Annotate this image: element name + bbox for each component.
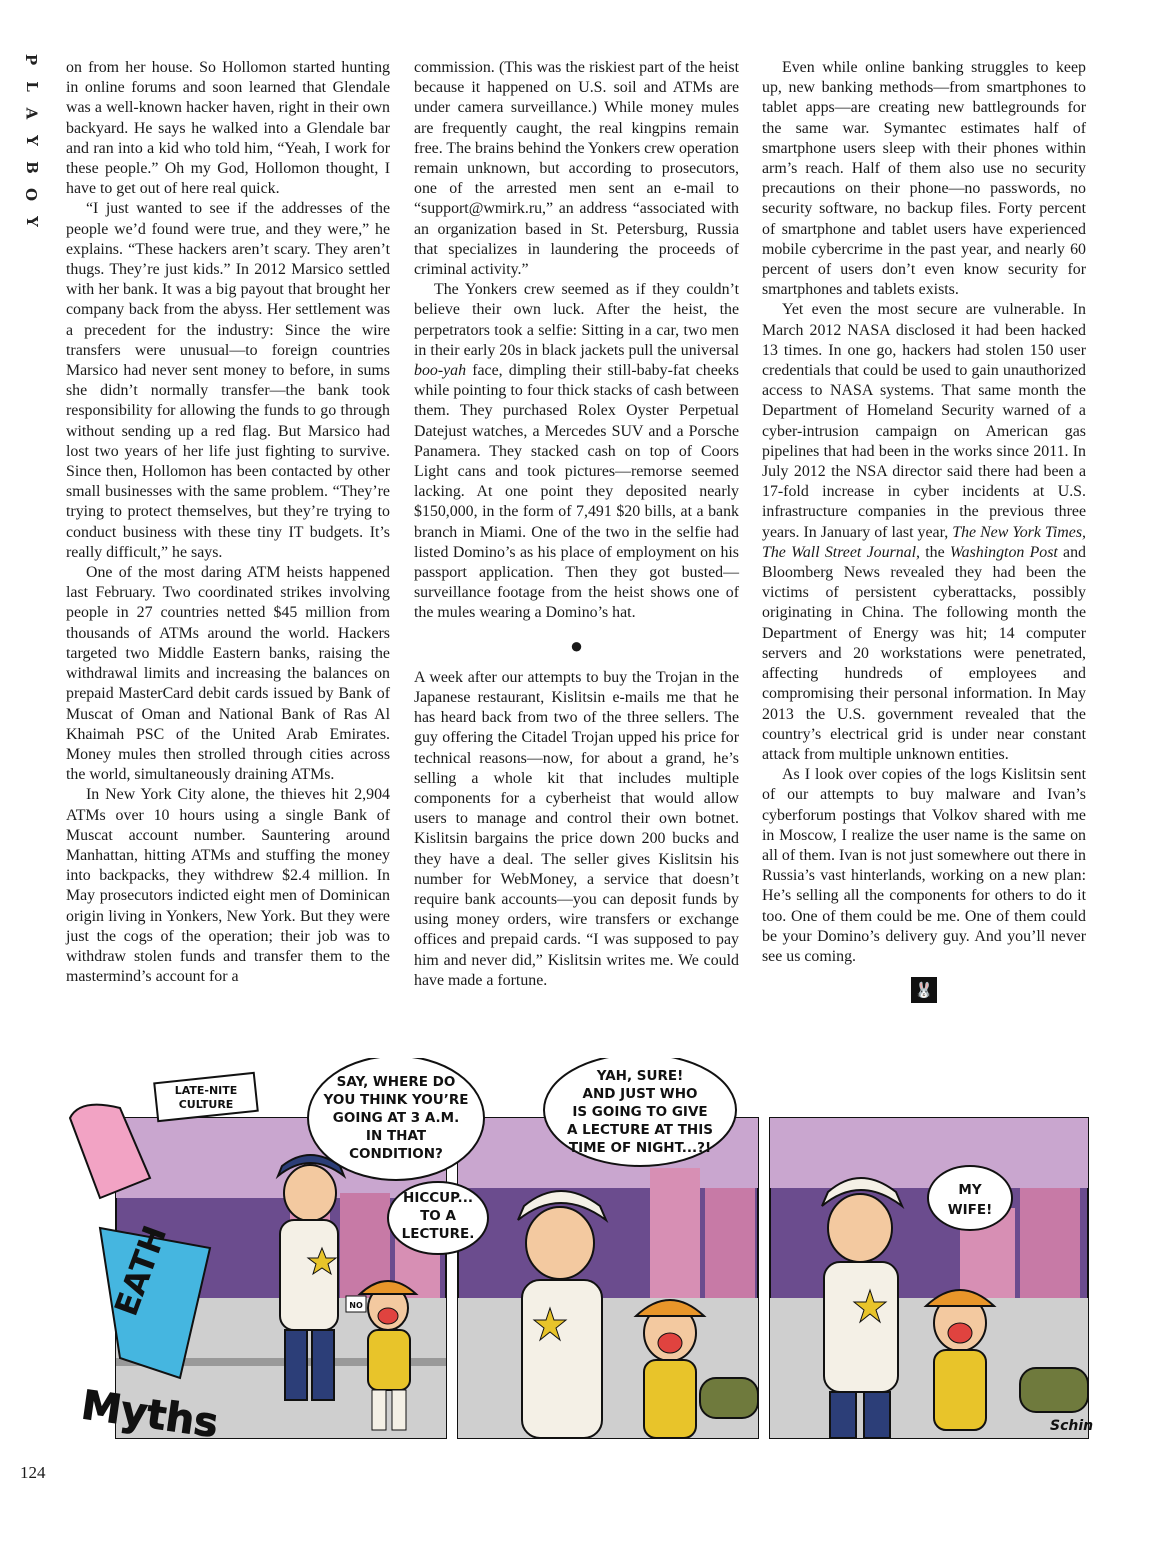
balloon-line: HICCUP... — [403, 1190, 473, 1206]
text-run: and Bloomberg News revealed they had been the victims of persistent cyberattacks, possibly originating in China. The following month the Department of Energy was hit; 14 computer servers and 20 workstations were penetrated, affecting hundreds of employees and compromising their personal information. In May 2013 the U.S. government revealed that the country’s electrical grid is under near constant attack from multiple unknown entities. — [762, 543, 1087, 763]
section-separator: ● — [569, 632, 584, 658]
speech-balloon-3 — [544, 1058, 736, 1166]
balloon-line: SAY, WHERE DO — [336, 1074, 456, 1090]
italic-text: The New York Times, The Wall Street Journal, — [762, 523, 1086, 561]
paragraph: One of the most daring ATM heists happened last February. Two coordinated strikes involving people in 27 countries netted $45 million from thousands of ATMs around the world. Hackers targeted two Middle Eastern banks, raising the withdrawal limits and increasing the balances on prepaid MasterCard debit cards issued by Bank of Muscat of Oman and National Bank of Ras Al Khaimah PSC of the United Arab Emirates. Money mules then strolled through cities across the world, simultaneously draining ATMs. — [66, 564, 390, 784]
paragraph: on from her house. So Hollomon started hunting in online forums and soon learned that Glendale was a well-known hacker haven, right in their own backyard. He says he walked into a Glendale bar and ran into a kid who told him, “Yeah, I work for these people.” Oh my God, Hollomon thought, I have to get out of here real quick. — [66, 59, 390, 198]
speech-balloon-4 — [928, 1166, 1012, 1230]
masthead-letter: L — [22, 81, 41, 92]
text-run: The Yonkers crew seemed as if they couldn’t believe their own luck. After the heist, the perpetrators took a selfie: Sitting in a car, two men in their early 20s in black jackets pull the universal — [414, 281, 739, 359]
balloon-line: IS GOING TO GIVE — [572, 1104, 708, 1120]
balloon-line: TO A — [420, 1208, 456, 1224]
text-run: the — [919, 543, 950, 561]
balloon-line: WIFE! — [947, 1202, 993, 1218]
drunk-man-figure — [636, 1300, 704, 1438]
speech-balloon-2 — [388, 1182, 488, 1254]
end-mark — [762, 977, 1086, 1003]
playboy-masthead — [20, 46, 42, 235]
paragraph: Even while online banking struggles to keep up, new banking methods—from smartphones to tablet apps—are creating new battlegrounds for the same war. Symantec estimates half of smartphone users sleep with their phones within arm’s reach. Half of them also use no security precautions on their phone—no passwords, no security software, no backup files. Forty percent of smartphone and tablet users have experienced mobile cybercrime in the past year, and nearly 60 percent of users don’t even know security for smartphones and tablets exists. — [762, 59, 1086, 299]
balloon-line: YOU THINK YOU’RE — [323, 1092, 469, 1108]
balloon-line: CONDITION? — [349, 1146, 443, 1162]
balloon-line: AND JUST WHO — [582, 1086, 698, 1102]
masthead-letter: B — [22, 161, 41, 174]
sign-line: CULTURE — [178, 1098, 234, 1111]
article-column-3 — [762, 58, 1086, 1003]
comic-strip — [60, 1058, 1094, 1498]
masthead-letter: O — [22, 187, 41, 202]
text-run: Yet even the most secure are vulnerable. In March 2012 NASA disclosed it had been hacked 13 times. In one go, hackers had stolen 150 user credentials that could be used to gain unauthorized access to NASA systems. That same month the Department of Homeland Security warned of a cyber-intrusion campaign on American gas pipelines that had been in the works since 2011. In July 2012 the NSA director said there had been a 17-fold increase in cyber incidents at U.S. infrastructure companies in the previous three years. In January of last year, — [762, 301, 1086, 541]
paragraph — [414, 280, 739, 623]
masthead-letter: Y — [22, 216, 41, 227]
artist-signature: Schin — [1050, 1418, 1094, 1434]
article-column-1 — [66, 58, 390, 987]
italic-text: boo-yah — [414, 362, 467, 380]
drunk-man-figure — [926, 1290, 994, 1430]
article-column-2 — [414, 58, 739, 991]
italic-text: Washington Post — [949, 543, 1058, 561]
balloon-line: MY — [958, 1182, 982, 1198]
policeman-figure — [278, 1155, 344, 1400]
balloon-line: LECTURE. — [401, 1226, 475, 1242]
no-sign — [346, 1296, 366, 1312]
balloon-line: GOING AT 3 A.M. — [332, 1110, 460, 1126]
text-run: face, dimpling their still-baby-fat cheeks while pointing to four thick stacks of cash between them. They purchased Rolex Oyster Perpetual Datejust watches, a Mercedes SUV and a Porsche Panamera. They stacked cash on top of Coors Light cans and took pictures—remorse seemed lacking. At one point they deposited nearly $150,000, in the form of 7,491 $20 bills, at a bank branch in Miami. One of the two in the selfie had listed Domino’s as his place of employment on his passport application. Then they got busted—surveillance footage from the heist shows one of the mules wearing a Domino’s hat. — [414, 362, 739, 622]
masthead-letter: Y — [22, 135, 41, 146]
masthead-letter: A — [22, 107, 41, 120]
sign-line: LATE-NITE — [174, 1084, 238, 1097]
late-nite-sign — [154, 1073, 257, 1121]
paragraph: “I just wanted to see if the addresses of the people we’d found were true, and they were,” he explains. “These hackers aren’t scary. They aren’t thugs. They’re just kids.” In 2012 Marsico settled with her bank. It was a big payout that brought her company back from the abyss. Her settlement was a precedent for the industry: Since the wire transfers were unusual—to foreign countries Marsico had never sent money to before, in sums she didn’t normally transfer—the bank took responsibility for allowing the funds to go through without sending up a red flag. But Marsico had lost two years of her life just fighting to survive. Since then, Hollomon has been contacted by other small businesses with the same problem. “They’re trying to protect themselves, but they’re trying to conduct business with these tiny IT budgets. It’s really difficult,” he says. — [66, 200, 390, 561]
paragraph: As I look over copies of the logs Kislitsin sent of our attempts to buy malware and Ivan’s cyberforum postings that Volkov shared with me in Moscow, I realize the user name is the same on all of them. Ivan is not just somewhere out there in Russia’s vast hinterlands, working on a new plan: He’s selling all the components for others to do it too. One of them could be me. One of them could be your Domino’s delivery guy. And you’ll never see us coming. — [762, 766, 1086, 965]
rabbit-head-icon: 🐰 — [911, 977, 937, 1003]
speech-balloon-1 — [308, 1058, 484, 1180]
page-number: 124 — [20, 1463, 46, 1482]
balloon-line: YAH, SURE! — [596, 1068, 684, 1084]
paragraph: commission. (This was the riskiest part of the heist because it happened on U.S. soil and ATMs are under camera surveillance.) While money mules are frequently caught, the real kingpins remain free. The brains behind the Yonkers crew operation remain unknown, but according to prosecutors, one of the arrested men sent an e-mail to “support@wmirk.ru,” an address “associated with an organization based in St. Petersburg, Russia that specializes in laundering the proceeds of criminal activity.” — [414, 59, 739, 279]
sign-text: NO — [349, 1301, 363, 1310]
balloon-line: TIME OF NIGHT...?! — [568, 1140, 712, 1156]
balloon-line: IN THAT — [365, 1128, 427, 1144]
paragraph: A week after our attempts to buy the Trojan in the Japanese restaurant, Kislitsin e-mails me that he has heard back from two of the three sellers. The guy offering the Citadel Trojan upped his price for technical reasons—now, for about a grand, he’s selling a whole kit that includes multiple components for a cyberheist that would allow users to manage and control their own botnet. Kislitsin bargains the price down 200 bucks and they have a deal. The seller gives Kislitsin his number for WebMoney, a service that doesn’t require bank accounts—you can deposit funds by using money orders, wire transfers or exchange offices and prepaid cards. “I was supposed to pay him and never did,” Kislitsin writes me. We could have made a fortune. — [414, 668, 739, 989]
balloon-line: A LECTURE AT THIS — [567, 1122, 713, 1138]
logo-lettering: EATH — [106, 1220, 175, 1321]
logo-lettering: Myths — [78, 1382, 221, 1448]
paragraph — [762, 300, 1086, 765]
masthead-letter: P — [22, 53, 41, 66]
paragraph: In New York City alone, the thieves hit 2,904 ATMs over 10 hours using a single Bank of Muscat account number. Sauntering around Manhattan, hitting ATMs and stuffing the money into backpacks, they withdrew $2.4 million. In May prosecutors indicted eight men of Dominican origin living in Yonkers, New York. But they were just the cogs of the operation; their job was to withdraw stolen funds and transfer them to the mastermind’s account for a — [66, 786, 390, 986]
